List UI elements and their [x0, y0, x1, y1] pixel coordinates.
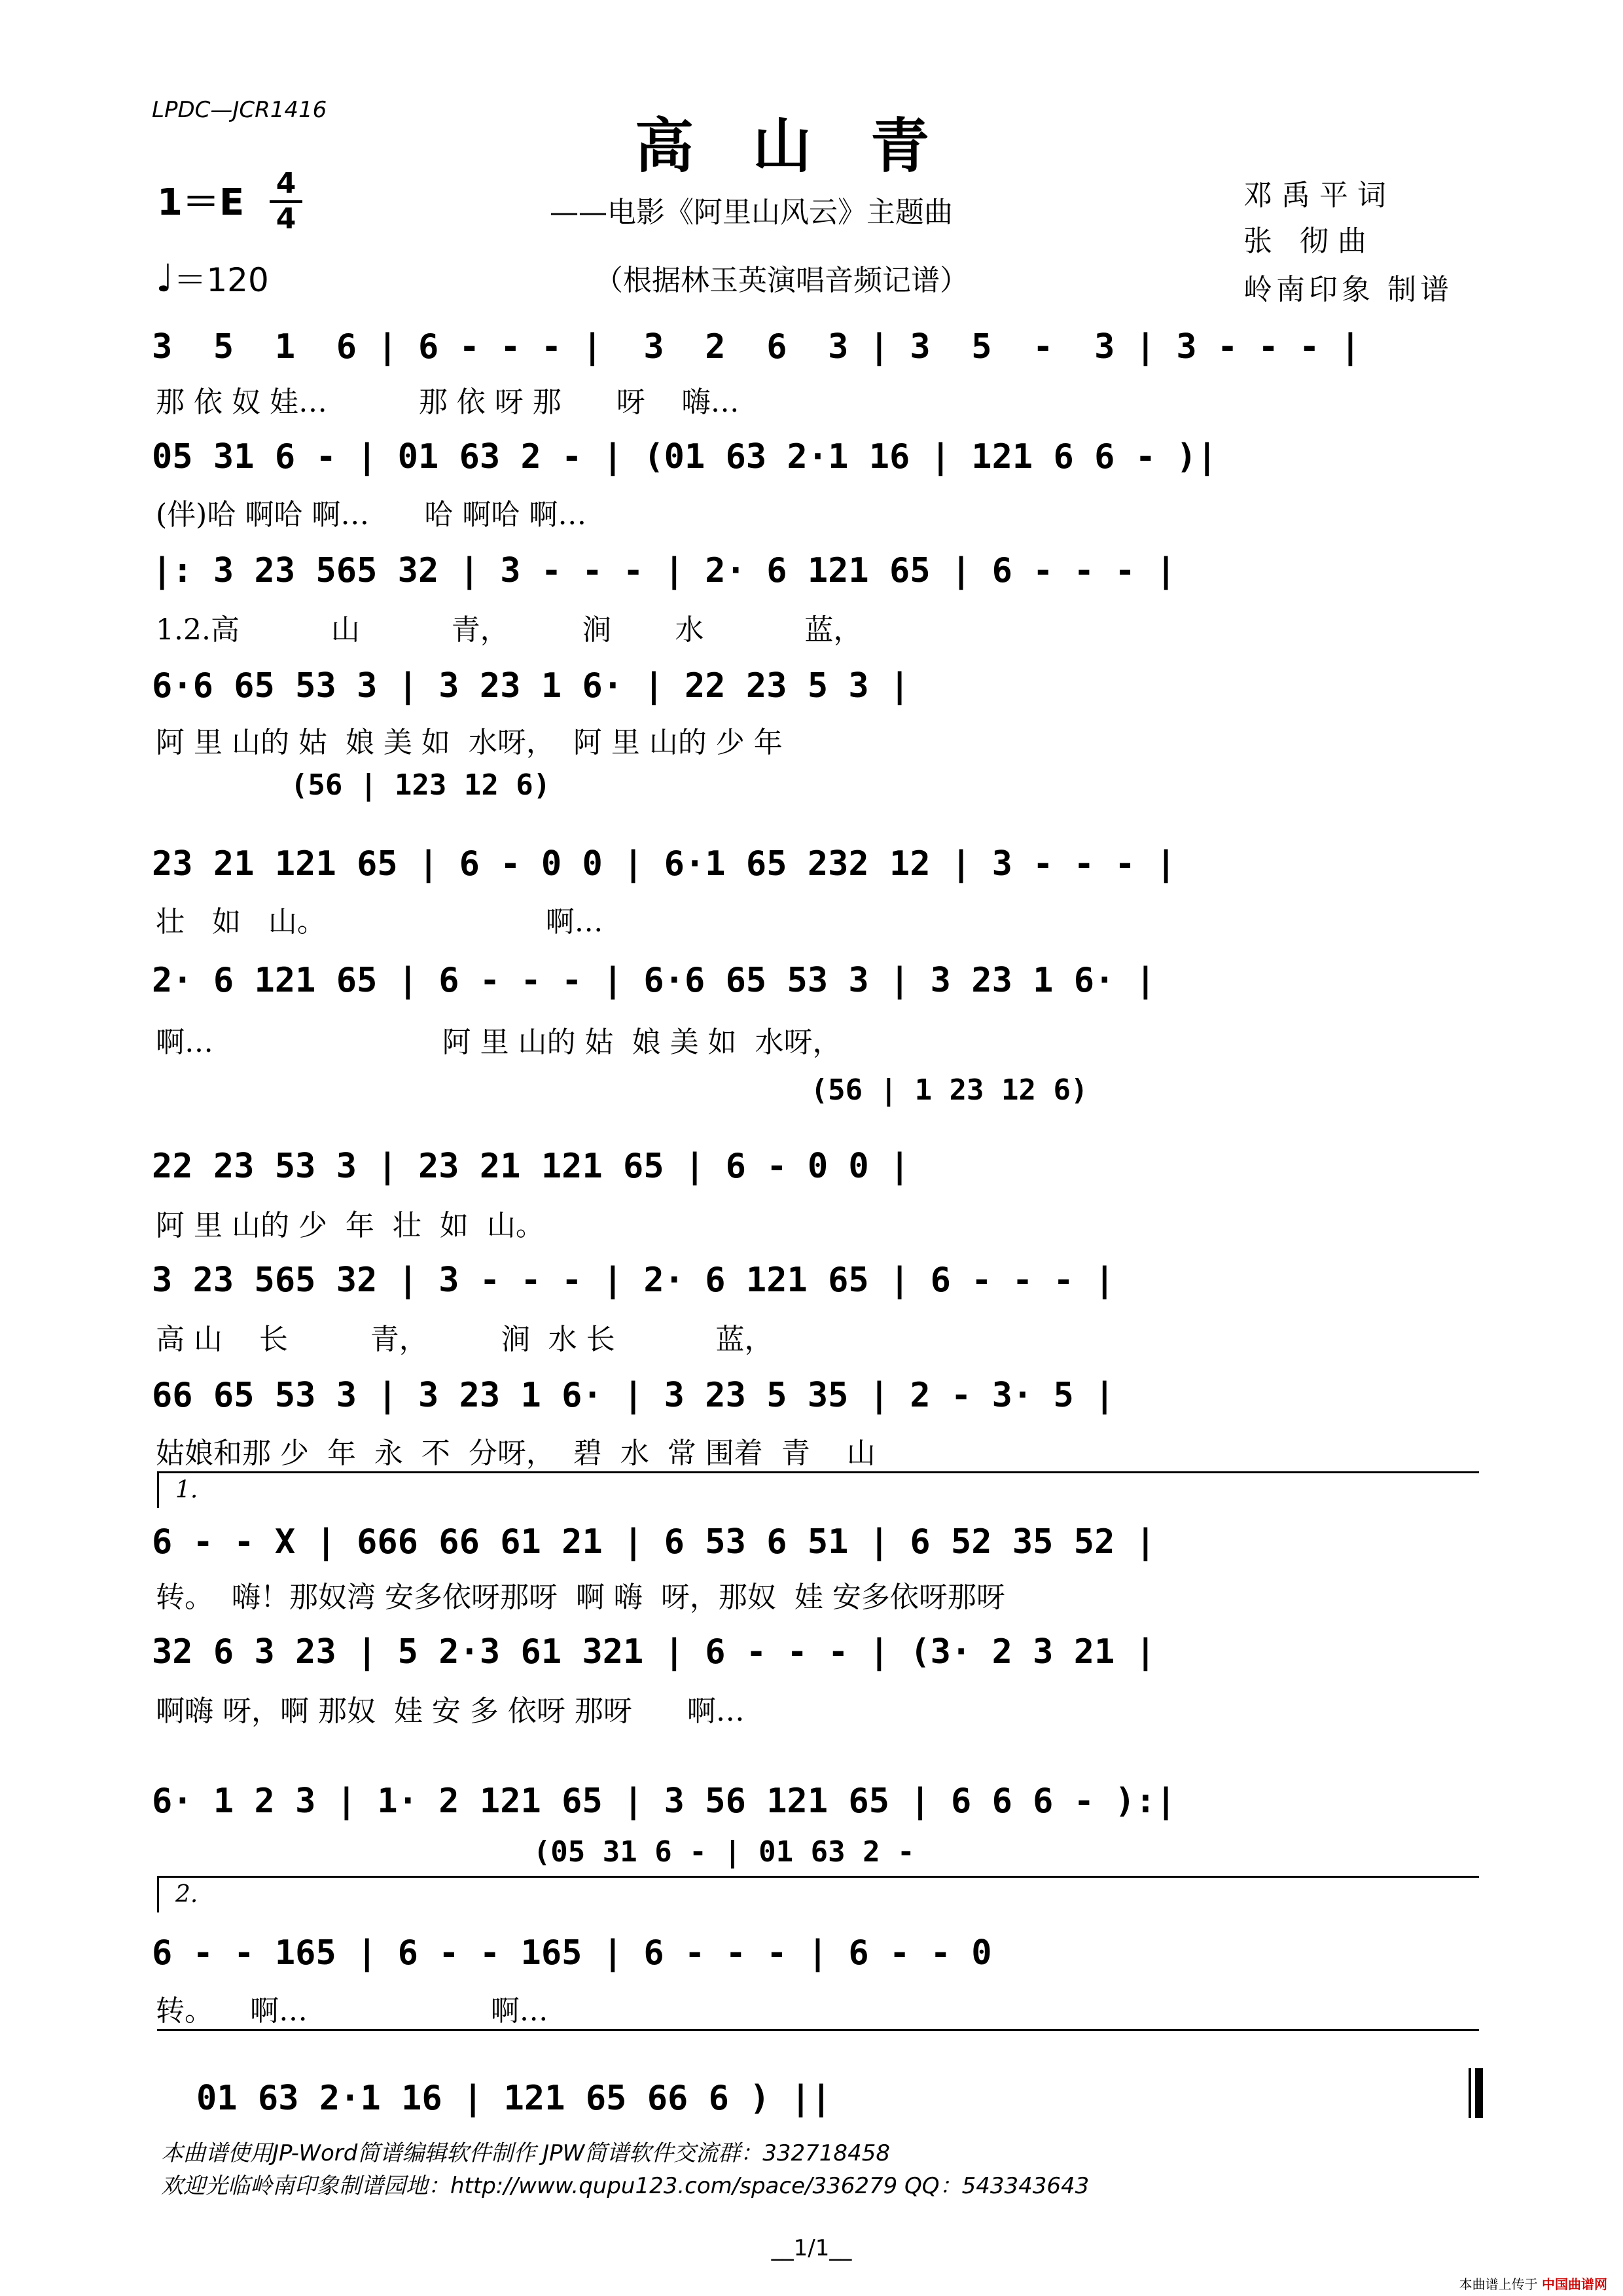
coda-bracket	[157, 2029, 1479, 2031]
score-code: LPDC—JCR1416	[152, 97, 327, 123]
score-line-1: 3 5 1 6 | 6 - - - | 3 2 6 3 | 3 5 - 3 | 3 - - - |	[152, 327, 1361, 367]
score-line-7: 22 23 53 3 | 23 21 121 65 | 6 - 0 0 |	[152, 1147, 910, 1186]
score-line-10: 6 - - X | 666 66 61 21 | 6 53 6 51 | 6 52 35 52 |	[152, 1522, 1156, 1562]
upload-credit	[1459, 2274, 1607, 2293]
source-note: （根据林玉英演唱音频记谱）	[594, 264, 969, 297]
score-line-11: 32 6 3 23 | 5 2·3 61 321 | 6 - - - | (3· 2 3 21 |	[152, 1632, 1156, 1672]
quarter-note-icon: ♩	[156, 256, 174, 300]
score-line-8: 3 23 565 32 | 3 - - - | 2· 6 121 65 | 6 - - - |	[152, 1261, 1115, 1300]
volta-1-bracket	[157, 1471, 1479, 1473]
lyric-line-1: 那 依 奴 娃… 那 依 呀 那 呀 嗨…	[156, 386, 740, 419]
volta-2-bracket	[157, 1876, 1479, 1878]
accompaniment-line-3: (05 31 6 - | 01 63 2 -	[152, 1835, 915, 1869]
lyric-line-8: 高 山 长 青， 涧 水 长 蓝，	[156, 1323, 774, 1356]
subtitle: ——电影《阿里山风云》主题曲	[550, 196, 953, 229]
upload-text: 本曲谱上传于	[1459, 2276, 1538, 2292]
final-thick-barline	[1475, 2068, 1483, 2118]
score-line-3: |: 3 23 565 32 | 3 - - - | 2· 6 121 65 | 6 - - - |	[152, 551, 1177, 590]
page-number: __1/1__	[771, 2235, 852, 2261]
final-thin-barline	[1469, 2068, 1471, 2118]
lyric-line-7: 阿 里 山的 少 年 壮 如 山。	[156, 1209, 544, 1242]
score-line-5: 23 21 121 65 | 6 - 0 0 | 6·1 65 232 12 | 3 - - - |	[152, 844, 1177, 884]
volta-1-label: 1.	[175, 1477, 198, 1503]
lyric-line-13: 转。 啊… 啊…	[156, 1994, 548, 2028]
lyric-line-2: (伴)哈 啊哈 啊… 哈 啊哈 啊…	[156, 498, 587, 531]
time-signature	[270, 169, 302, 234]
score-line-13: 6 - - 165 | 6 - - 165 | 6 - - - | 6 - - 0	[152, 1933, 992, 1973]
accompaniment-line-2: (56 | 1 23 12 6)	[152, 1073, 1088, 1107]
lyricist-credit: 邓禹平词	[1243, 179, 1395, 212]
score-line-9: 66 65 53 3 | 3 23 1 6· | 3 23 5 35 | 2 - 3· 5 |	[152, 1376, 1115, 1415]
lyric-line-9: 姑娘和那 少 年 永 不 分呀， 碧 水 常 围着 青 山	[156, 1437, 876, 1470]
score-line-4: 6·6 65 53 3 | 3 23 1 6· | 22 23 5 3 |	[152, 666, 910, 706]
tempo-marking	[156, 254, 269, 301]
volta-1-hook	[157, 1471, 159, 1508]
tempo-value: ＝120	[173, 261, 269, 299]
score-line-2: 05 31 6 - | 01 63 2 - | (01 63 2·1 16 | 121 6 6 - )|	[152, 437, 1217, 476]
lyric-line-5: 壮 如 山。 啊…	[156, 905, 603, 939]
volta-2-hook	[157, 1876, 159, 1912]
volta-2-label: 2.	[175, 1881, 198, 1908]
meter-bottom: 4	[276, 202, 296, 236]
score-line-14: 01 63 2·1 16 | 121 65 66 6 ) ||	[196, 2079, 832, 2118]
lyric-line-10: 转。 嗨！那奴湾 安多依呀那呀 啊 嗨 呀，那奴 娃 安多依呀那呀	[156, 1581, 1005, 1614]
accompaniment-line-1: (56 | 123 12 6)	[152, 768, 551, 802]
lyric-line-3: 1.2.高 山 青， 涧 水 蓝，	[156, 613, 863, 647]
score-line-6: 2· 6 121 65 | 6 - - - | 6·6 65 53 3 | 3 23 1 6· |	[152, 961, 1156, 1000]
lyric-line-6: 啊… 阿 里 山的 姑 娘 美 如 水呀，	[156, 1026, 842, 1059]
footer-website-note: 欢迎光临岭南印象制谱园地：http://www.qupu123.com/space/336279 QQ：543343643	[161, 2173, 1090, 2199]
footer-software-note: 本曲谱使用JP-Word简谱编辑软件制作 JPW简谱软件交流群：332718458	[161, 2140, 890, 2166]
score-line-12: 6· 1 2 3 | 1· 2 121 65 | 3 56 121 65 | 6 6 6 - ):|	[152, 1782, 1177, 1821]
page-title: 高山青	[635, 111, 988, 181]
lyric-line-4: 阿 里 山的 姑 娘 美 如 水呀， 阿 里 山的 少 年	[156, 726, 783, 759]
upload-brand-logo: 中国曲谱网	[1542, 2276, 1607, 2292]
arranger-credit: 岭南印象 制谱	[1243, 273, 1453, 306]
composer-credit: 张 彻曲	[1243, 224, 1376, 258]
key-signature: 1＝E	[157, 181, 245, 224]
lyric-line-11: 啊嗨 呀，啊 那奴 娃 安 多 依呀 那呀 啊…	[156, 1695, 745, 1728]
meter-top: 4	[276, 167, 296, 200]
